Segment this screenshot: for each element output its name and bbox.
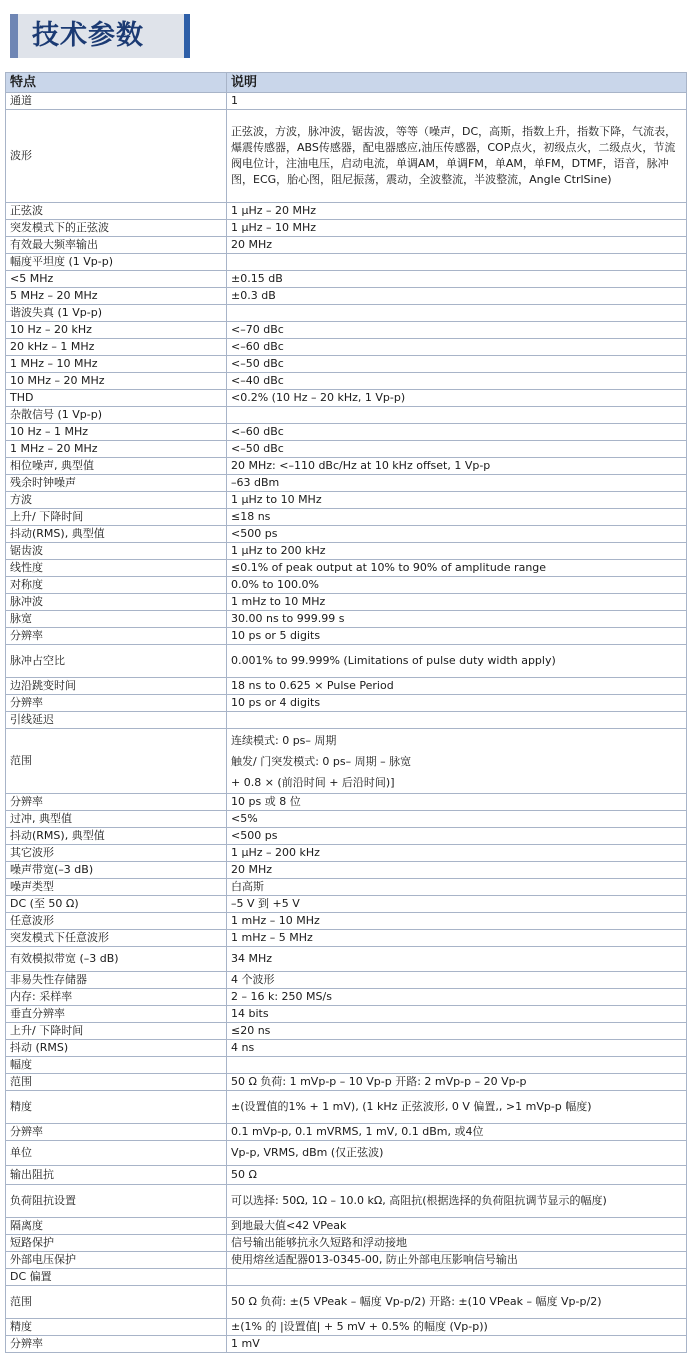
table-row [6,254,687,271]
spec-table [5,72,687,1353]
table-row [6,1023,687,1040]
table-row [6,110,687,203]
feature-cell: 精度 [6,1319,227,1336]
value-cell: Vp-p, VRMS, dBm (仅正弦波) [227,1141,687,1166]
value-line: 触发/ 门突发模式: 0 ps– 周期 – 脉宽 [231,754,412,768]
value-cell: ±0.15 dB [227,271,687,288]
value-cell: 1 μHz to 10 MHz [227,492,687,509]
value-cell: 到地最大值<42 VPeak [227,1218,687,1235]
value-cell: 14 bits [227,1006,687,1023]
table-row [6,645,687,678]
table-row [6,729,687,794]
value-cell: 1 mHz – 10 MHz [227,913,687,930]
feature-cell: 幅度平坦度 (1 Vp-p) [6,254,227,271]
table-row [6,203,687,220]
table-row [6,913,687,930]
feature-cell: 10 MHz – 20 MHz [6,373,227,390]
table-row [6,492,687,509]
value-cell: ±(设置值的1% + 1 mV), (1 kHz 正弦波形, 0 V 偏置,, >1 mVp-p 幅度) [227,1091,687,1124]
value-cell: ≤20 ns [227,1023,687,1040]
value-cell: 信号输出能够抗永久短路和浮动接地 [227,1235,687,1252]
feature-cell: 过冲, 典型值 [6,811,227,828]
table-row [6,1141,687,1166]
table-row [6,1218,687,1235]
feature-cell: 方波 [6,492,227,509]
table-row [6,93,687,110]
table-row [6,1252,687,1269]
table-row [6,930,687,947]
feature-cell: 抖动 (RMS) [6,1040,227,1057]
value-cell: ±(1% 的 |设置值| + 5 mV + 0.5% 的幅度 (Vp-p)) [227,1319,687,1336]
table-row [6,989,687,1006]
feature-cell: 单位 [6,1141,227,1166]
feature-cell: 上升/ 下降时间 [6,1023,227,1040]
table-row [6,1269,687,1286]
feature-cell: 非易失性存储器 [6,972,227,989]
table-row [6,972,687,989]
table-row [6,879,687,896]
table-row [6,305,687,322]
feature-cell: 分辨率 [6,695,227,712]
table-row [6,712,687,729]
value-cell: 2 – 16 k: 250 MS/s [227,989,687,1006]
feature-cell: 幅度 [6,1057,227,1074]
feature-cell: 上升/ 下降时间 [6,509,227,526]
value-cell: 1 mHz – 5 MHz [227,930,687,947]
feature-cell: 脉冲波 [6,594,227,611]
table-row [6,458,687,475]
value-cell: 18 ns to 0.625 × Pulse Period [227,678,687,695]
feature-cell: 范围 [6,1074,227,1091]
value-cell [227,1269,687,1286]
value-cell: 4 ns [227,1040,687,1057]
table-row [6,475,687,492]
feature-cell: 对称度 [6,577,227,594]
feature-cell: 分辨率 [6,1336,227,1353]
table-row [6,543,687,560]
value-line: 连续模式: 0 ps– 周期 [231,733,337,747]
value-cell [227,729,687,794]
feature-cell: 有效最大频率输出 [6,237,227,254]
value-cell: <–50 dBc [227,356,687,373]
table-row [6,695,687,712]
feature-cell: 负荷阻抗设置 [6,1185,227,1218]
table-row [6,1319,687,1336]
table-row [6,526,687,543]
value-cell: 50 Ω 负荷: 1 mVp-p – 10 Vp-p 开路: 2 mVp-p – 20 Vp-p [227,1074,687,1091]
table-row [6,594,687,611]
feature-cell: 脉冲占空比 [6,645,227,678]
value-cell: –5 V 到 +5 V [227,896,687,913]
feature-cell: DC 偏置 [6,1269,227,1286]
table-row [6,828,687,845]
value-cell: <–60 dBc [227,424,687,441]
feature-cell: 突发模式下任意波形 [6,930,227,947]
feature-cell: 正弦波 [6,203,227,220]
feature-cell: 10 Hz – 20 kHz [6,322,227,339]
feature-cell: 垂直分辨率 [6,1006,227,1023]
feature-cell: 引线延迟 [6,712,227,729]
feature-cell: 通道 [6,93,227,110]
feature-cell: DC (至 50 Ω) [6,896,227,913]
spec-table-body [6,93,687,1353]
value-cell: ±0.3 dB [227,288,687,305]
feature-cell: 突发模式下的正弦波 [6,220,227,237]
feature-cell: THD [6,390,227,407]
table-row [6,896,687,913]
feature-cell: 输出阻抗 [6,1166,227,1185]
value-cell [227,305,687,322]
table-row [6,237,687,254]
feature-cell: 隔离度 [6,1218,227,1235]
feature-cell: 分辨率 [6,628,227,645]
table-row [6,441,687,458]
value-cell: 10 ps or 5 digits [227,628,687,645]
feature-cell: 外部电压保护 [6,1252,227,1269]
feature-cell: 抖动(RMS), 典型值 [6,526,227,543]
value-cell [227,1057,687,1074]
value-cell: 1 μHz – 10 MHz [227,220,687,237]
value-cell: 20 MHz [227,862,687,879]
table-row [6,322,687,339]
value-cell: 1 μHz – 20 MHz [227,203,687,220]
value-cell: <–70 dBc [227,322,687,339]
section-title-block [10,14,190,58]
table-row [6,288,687,305]
table-row [6,373,687,390]
value-cell: 20 MHz [227,237,687,254]
feature-cell: 杂散信号 (1 Vp-p) [6,407,227,424]
table-row [6,1286,687,1319]
feature-cell: 抖动(RMS), 典型值 [6,828,227,845]
feature-cell: 残余时钟噪声 [6,475,227,492]
value-cell [227,407,687,424]
value-cell: <–50 dBc [227,441,687,458]
value-cell: <–60 dBc [227,339,687,356]
feature-cell: 精度 [6,1091,227,1124]
value-cell: <–40 dBc [227,373,687,390]
value-cell: 白高斯 [227,879,687,896]
value-cell: 使用熔丝适配器013-0345-00, 防止外部电压影响信号输出 [227,1252,687,1269]
table-row [6,1185,687,1218]
value-cell [227,254,687,271]
table-row [6,628,687,645]
feature-cell: 范围 [6,1286,227,1319]
table-row [6,947,687,972]
table-row [6,407,687,424]
feature-cell: 其它波形 [6,845,227,862]
value-line: + 0.8 × (前沿时间 + 后沿时间)] [231,775,395,789]
feature-cell: 1 MHz – 10 MHz [6,356,227,373]
value-cell: 1 μHz – 200 kHz [227,845,687,862]
value-cell: 可以选择: 50Ω, 1Ω – 10.0 kΩ, 高阻抗(根据选择的负荷阻抗调节显示的幅度) [227,1185,687,1218]
header-feature: 特点 [6,73,227,93]
table-row [6,1166,687,1185]
value-cell: <5% [227,811,687,828]
table-row [6,678,687,695]
feature-cell: 脉宽 [6,611,227,628]
table-row [6,1074,687,1091]
feature-cell: 边沿跳变时间 [6,678,227,695]
feature-cell: 范围 [6,729,227,794]
value-cell: 0.0% to 100.0% [227,577,687,594]
table-row [6,1091,687,1124]
table-row [6,1006,687,1023]
feature-cell: 短路保护 [6,1235,227,1252]
feature-cell: 线性度 [6,560,227,577]
table-row [6,611,687,628]
title-accent-right [184,14,190,58]
feature-cell: 分辨率 [6,794,227,811]
value-cell: 10 ps or 4 digits [227,695,687,712]
value-cell: ≤18 ns [227,509,687,526]
table-row [6,560,687,577]
feature-cell: 噪声类型 [6,879,227,896]
feature-cell: 任意波形 [6,913,227,930]
feature-cell: 5 MHz – 20 MHz [6,288,227,305]
value-cell: 50 Ω 负荷: ±(5 VPeak – 幅度 Vp-p/2) 开路: ±(10 VPeak – 幅度 Vp-p/2) [227,1286,687,1319]
value-cell: 1 mHz to 10 MHz [227,594,687,611]
value-cell: 10 ps 或 8 位 [227,794,687,811]
value-cell: <0.2% (10 Hz – 20 kHz, 1 Vp-p) [227,390,687,407]
value-cell: 30.00 ns to 999.99 s [227,611,687,628]
table-row [6,509,687,526]
feature-cell: <5 MHz [6,271,227,288]
feature-cell: 谐波失真 (1 Vp-p) [6,305,227,322]
table-row [6,1040,687,1057]
value-cell: 0.1 mVp-p, 0.1 mVRMS, 1 mV, 0.1 dBm, 或4位 [227,1124,687,1141]
table-row [6,577,687,594]
table-row [6,339,687,356]
feature-cell: 分辨率 [6,1124,227,1141]
value-cell: 1 [227,93,687,110]
value-cell: 20 MHz: <–110 dBc/Hz at 10 kHz offset, 1 Vp-p [227,458,687,475]
value-cell: <500 ps [227,526,687,543]
feature-cell: 内存: 采样率 [6,989,227,1006]
value-cell: 0.001% to 99.999% (Limitations of pulse duty width apply) [227,645,687,678]
page-title: 技术参数 [32,20,144,51]
value-cell: ≤0.1% of peak output at 10% to 90% of amplitude range [227,560,687,577]
feature-cell: 20 kHz – 1 MHz [6,339,227,356]
feature-cell: 波形 [6,110,227,203]
table-row [6,220,687,237]
table-row [6,811,687,828]
table-row [6,862,687,879]
header-description: 说明 [227,73,687,93]
table-row [6,1235,687,1252]
table-row [6,1057,687,1074]
value-cell: 34 MHz [227,947,687,972]
feature-cell: 噪声带宽(–3 dB) [6,862,227,879]
table-row [6,271,687,288]
feature-cell: 相位噪声, 典型值 [6,458,227,475]
table-row [6,390,687,407]
value-cell: 1 μHz to 200 kHz [227,543,687,560]
value-cell: <500 ps [227,828,687,845]
table-row [6,845,687,862]
value-cell: 1 mV [227,1336,687,1353]
feature-cell: 10 Hz – 1 MHz [6,424,227,441]
table-row [6,794,687,811]
feature-cell: 有效模拟带宽 (–3 dB) [6,947,227,972]
table-row [6,424,687,441]
value-cell [227,712,687,729]
value-cell: –63 dBm [227,475,687,492]
title-accent-left [10,14,18,58]
feature-cell: 锯齿波 [6,543,227,560]
table-header-row [6,73,687,93]
value-cell: 正弦波，方波，脉冲波，锯齿波，等等（噪声，DC，高斯，指数上升，指数下降，气流表，爆震传感器，ABS传感器，配电器感应,油压传感器，COP点火，初级点火，二级点火，节流阀电位计，注油电压，启动电流，单调AM，单调FM，单AM，单FM，DTMF，语音，脉冲图，ECG，胎心图，阻尼振荡，震动，全波整流，半波整流，Angle CtrlSine) [227,110,687,203]
value-cell: 4 个波形 [227,972,687,989]
table-row [6,356,687,373]
value-cell: 50 Ω [227,1166,687,1185]
table-row [6,1124,687,1141]
feature-cell: 1 MHz – 20 MHz [6,441,227,458]
